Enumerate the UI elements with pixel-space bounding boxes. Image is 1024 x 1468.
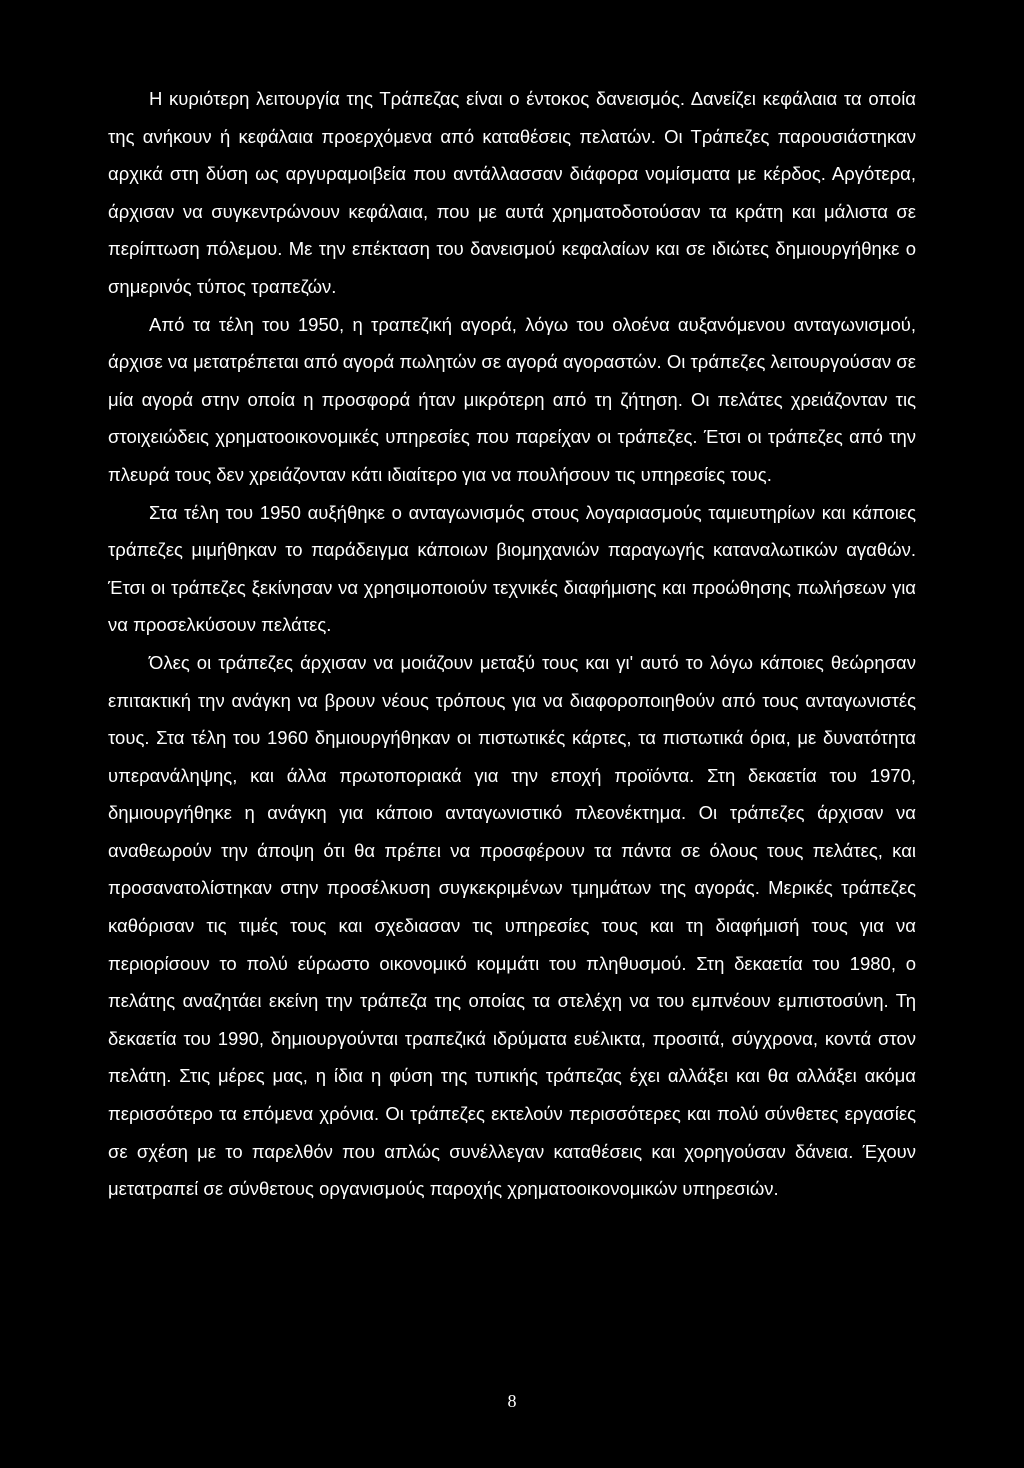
paragraph-1950-competition: Στα τέλη του 1950 αυξήθηκε ο ανταγωνισμός στους λογαριασμούς ταμιευτηρίων και κάποιες τράπεζες μιμήθηκαν το παράδειγμα κάποιων βιομηχανιών παραγωγής καταναλωτικών αγαθών. Έτσι οι τράπεζες ξεκίνησαν να χρησιμοποιούν τεχνικές διαφήμισης και προώθησης πωλήσεων για να προσελκύσουν πελάτες. <box>108 501 916 636</box>
paragraph-differentiation-history: Όλες οι τράπεζες άρχισαν να μοιάζουν μεταξύ τους και γι' αυτό το λόγω κάποιες θεώρησαν επιτακτική την ανάγκη να βρουν νέους τρόπους για να διαφοροποιηθούν από τους ανταγωνιστές τους. Στα τέλη του 1960 δημιουργήθηκαν οι πιστωτικές κάρτες, τα πιστωτικά όρια, με δυνατότητα υπερανάληψης, και άλλα πρωτοποριακά για την εποχή προϊόντα. Στη δεκαετία του 1970, δημιουργήθηκε η ανάγκη για κάποιο ανταγωνιστικό πλεονέκτημα. Οι τράπεζες άρχισαν να αναθεωρούν την άποψη ότι θα πρέπει να προσφέρουν τα πάντα σε όλους τους πελάτες, και προσανατολίστηκαν στην προσέλκυση συγκεκριμένων τμημάτων της αγοράς. Μερικές τράπεζες καθόρισαν τις τιμές τους και σχεδιασαν τις υπηρεσίες τους και τη διαφήμισή τους για να περιορίσουν το πολύ εύρωστο οικονομικό κομμάτι του πληθυσμού. Στη δεκαετία του 1980, ο πελάτης αναζητάει εκείνη την τράπεζα της οποίας τα στελέχη να του εμπνέουν εμπιστοσύνη. Τη δεκαετία του 1990, δημιουργούνται τραπεζικά ιδρύματα ευέλικτα, προσιτά, σύγχρονα, κοντά στον πελάτη. Στις μέρες μας, η ίδια η φύση της τυπικής τράπεζας έχει αλλάξει και θα αλλάξει ακόμα περισσότερο τα επόμενα χρόνια. Οι τράπεζες εκτελούν περισσότερες και πολύ σύνθετες εργασίες σε σχέση με το παρελθόν που απλώς συνέλλεγαν καταθέσεις και χορηγούσαν δάνεια. Έχουν μετατραπεί σε σύνθετους οργανισμούς παροχής χρηματοοικονομικών υπηρεσιών. <box>108 651 916 1200</box>
page-number: 8 <box>507 1391 517 1411</box>
body-text <box>108 80 916 1208</box>
paragraph-banking-definition: Η κυριότερη λειτουργία της Τράπεζας είναι ο έντοκος δανεισμός. Δανείζει κεφάλαια τα οποία της ανήκουν ή κεφάλαια προερχόμενα από καταθέσεις πελατών. Οι Τράπεζες παρουσιάστηκαν αρχικά στη δύση ως αργυραμοιβεία που αντάλλασσαν διάφορα νομίσματα με κέρδος. Αργότερα, άρχισαν να συγκεντρώνουν κεφάλαια, που με αυτά χρηματοδοτούσαν τα κράτη και μάλιστα σε περίπτωση πόλεμου. Με την επέκταση του δανεισμού κεφαλαίων και σε ιδιώτες δημιουργήθηκε ο σημερινός τύπος τραπεζών. <box>108 88 916 297</box>
paragraph-1950-market-shift: Από τα τέλη του 1950, η τραπεζική αγορά, λόγω του ολοένα αυξανόμενου ανταγωνισμού, άρχισε να μετατρέπεται από αγορά πωλητών σε αγορά αγοραστών. Οι τράπεζες λειτουργούσαν σε μία αγορά στην οποία η προσφορά ήταν μικρότερη από τη ζήτηση. Οι πελάτες χρειάζονταν τις στοιχειώδεις χρηματοοικονομικές υπηρεσίες που παρείχαν οι τράπεζες. Έτσι οι τράπεζες από την πλευρά τους δεν χρειάζονταν κάτι ιδιαίτερο για να πουλήσουν τις υπηρεσίες τους. <box>108 313 916 485</box>
